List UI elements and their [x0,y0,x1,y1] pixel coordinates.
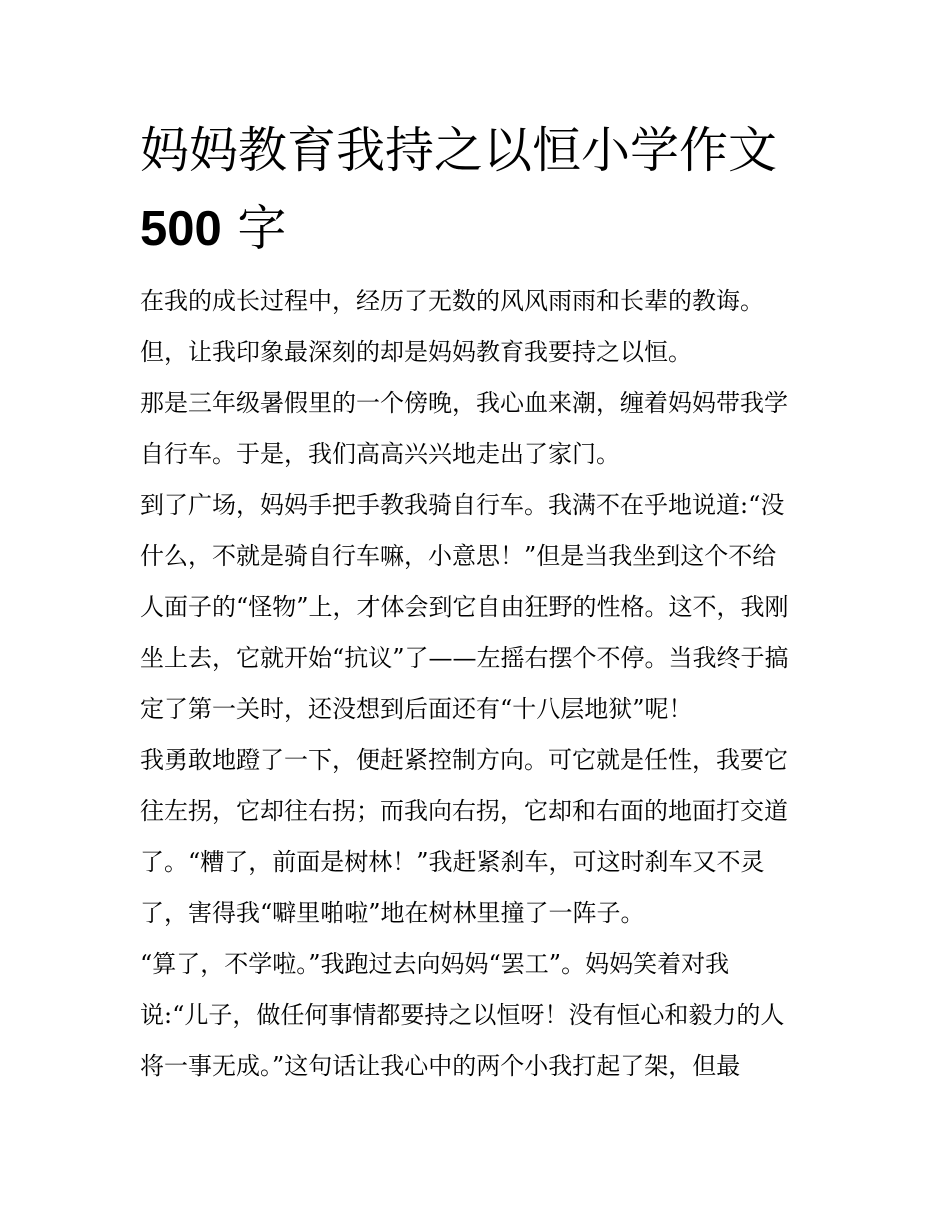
essay-line: 那是三年级暑假里的一个傍晚，我心血来潮，缠着妈妈带我学 [140,389,788,417]
essay-line: 但，让我印象最深刻的却是妈妈教育我要持之以恒。 [140,338,692,366]
essay-line: 我勇敢地蹬了一下，便赶紧控制方向。可它就是任性，我要它 [140,746,788,774]
essay-line: 往左拐，它却往右拐；而我向右拐，它却和右面的地面打交道 [140,797,788,825]
essay-line: 定了第一关时，还没想到后面还有“十八层地狱”呢！ [140,695,693,723]
essay-line: 了。“糟了，前面是树林！”我赶紧刹车，可这时刹车又不灵 [140,848,765,876]
essay-line: 将一事无成。”这句话让我心中的两个小我打起了架，但最 [140,1052,741,1080]
title-word-unit: 字 [221,200,287,257]
essay-line: 坐上去，它就开始“抗议”了——左摇右摆个不停。当我终于搞 [140,644,789,672]
essay-line: 人面子的“怪物”上，才体会到它自由狂野的性格。这不，我刚 [140,593,789,621]
essay-line: 在我的成长过程中，经历了无数的风风雨雨和长辈的教诲。 [140,287,764,315]
essay-body [140,276,830,1092]
essay-line: 什么，不就是骑自行车嘛，小意思！”但是当我坐到这个不给 [140,542,777,570]
title-word-count: 500 [140,202,222,256]
essay-line: 说:“儿子，做任何事情都要持之以恒呀！没有恒心和毅力的人 [140,1001,785,1029]
title-line-1: 妈妈教育我持之以恒小学作文 [140,122,778,179]
essay-line: “算了，不学啦。”我跑过去向妈妈“罢工”。妈妈笑着对我 [140,950,730,978]
essay-line: 到了广场，妈妈手把手教我骑自行车。我满不在乎地说道:“没 [140,491,785,519]
document-title [140,112,840,268]
essay-line: 了，害得我“噼里啪啦”地在树林里撞了一阵子。 [140,899,645,927]
essay-line: 自行车。于是，我们高高兴兴地走出了家门。 [140,440,620,468]
